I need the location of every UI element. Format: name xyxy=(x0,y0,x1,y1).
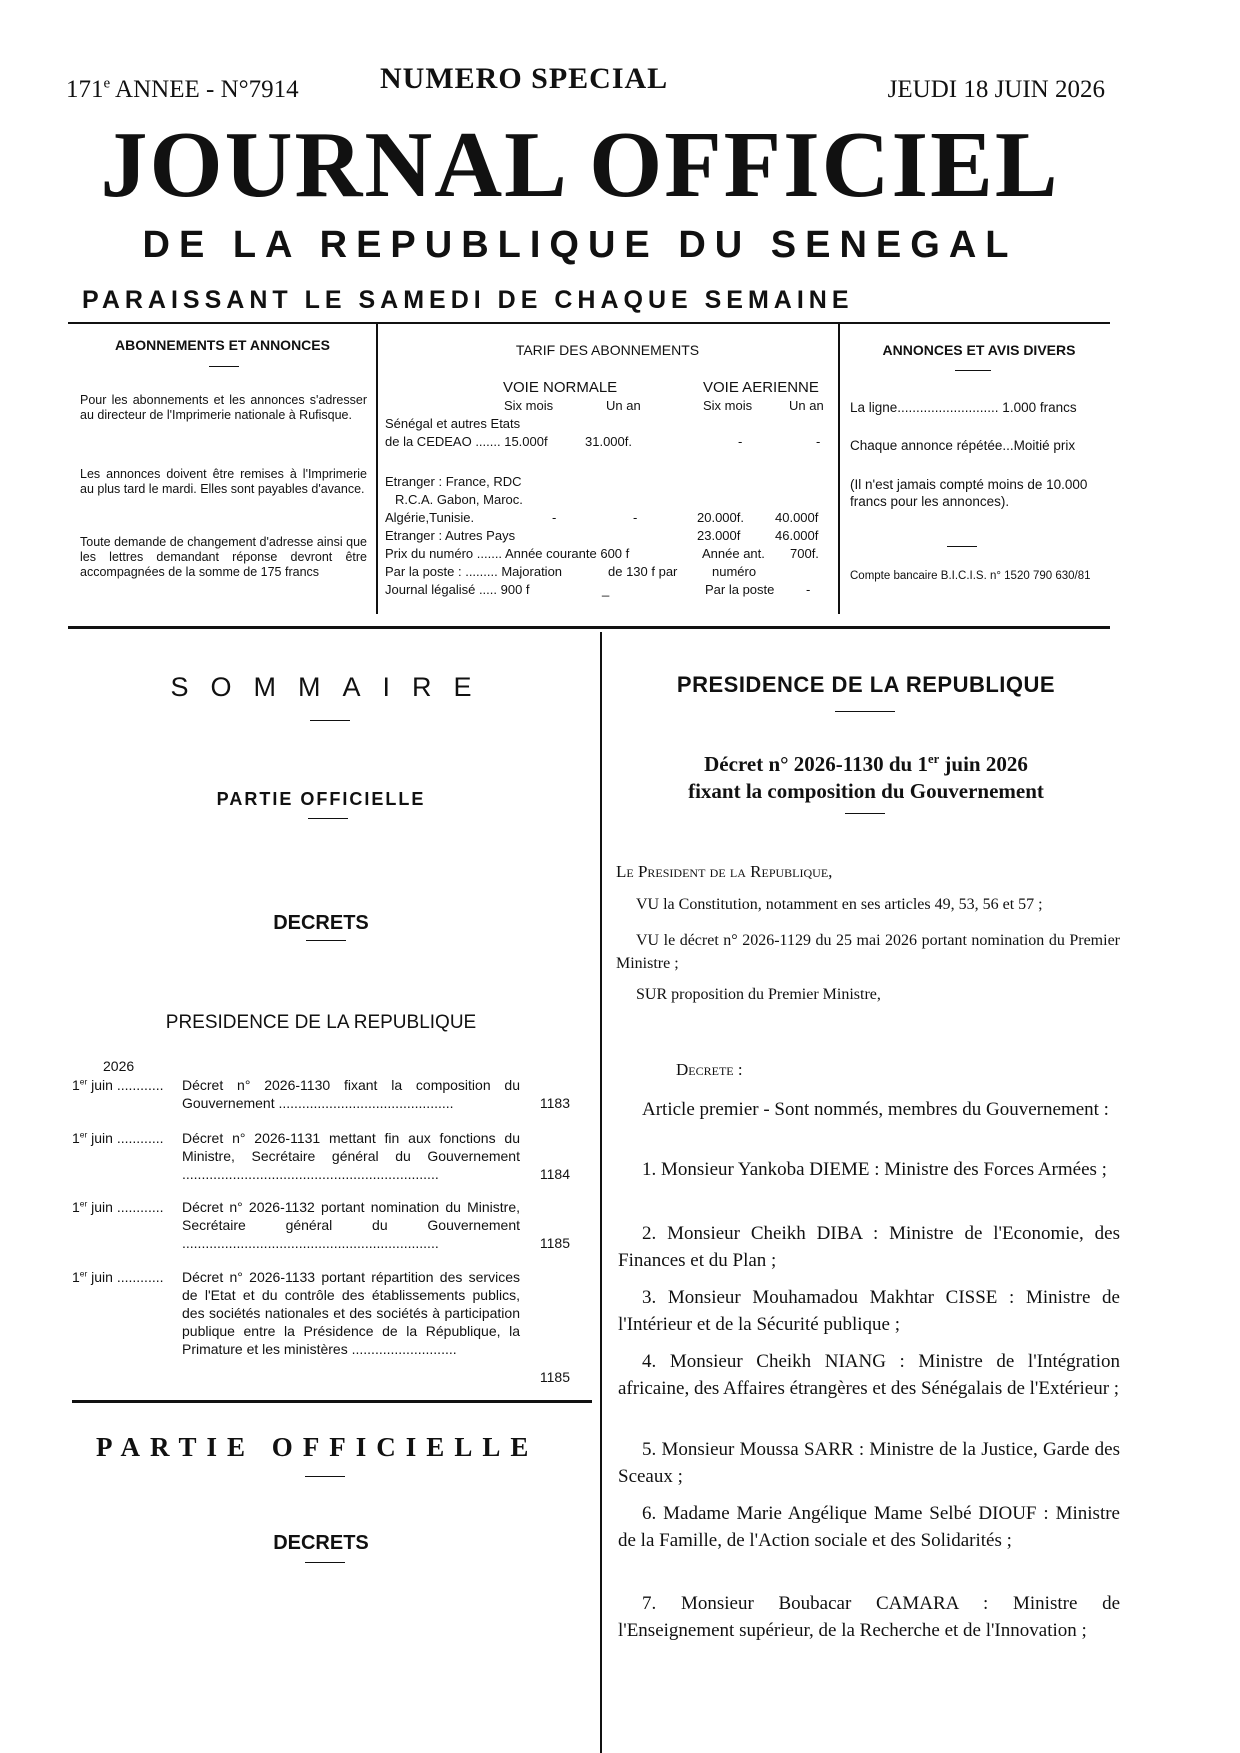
annonces-repetee: Chaque annonce répétée...Moitié prix xyxy=(850,438,1076,453)
sommaire-presidence: PRESIDENCE DE LA REPUBLIQUE xyxy=(165,1012,477,1033)
partie-officielle-rule xyxy=(305,1476,345,1477)
tarif-legalise-poste: Par la poste xyxy=(705,582,775,597)
toc-entry-1133[interactable] xyxy=(72,1268,570,1388)
sommaire-title-rule xyxy=(310,720,350,721)
decree-presidence-rule xyxy=(835,711,895,712)
member-5: 5. Monsieur Moussa SARR : Ministre de la Justice, Garde des Sceaux ; xyxy=(618,1439,1120,1487)
member-1: 1. Monsieur Yankoba DIEME : Ministre des Forces Armées ; xyxy=(642,1159,1107,1180)
tarif-algerie-six: - xyxy=(552,510,557,525)
toc-date: 1er juin ............ xyxy=(72,1129,164,1146)
partie-officielle-title: PARTIE OFFICIELLE xyxy=(96,1432,539,1462)
annonces-compte-bancaire: Compte bancaire B.I.C.I.S. n° 1520 790 630/81 xyxy=(850,570,1091,582)
toc-entry-1132[interactable] xyxy=(72,1198,570,1258)
partie-officielle-decrets: DECRETS xyxy=(273,1532,369,1554)
decree-title-rule xyxy=(845,813,885,814)
decree-presidence-heading: PRESIDENCE DE LA REPUBLIQUE xyxy=(676,672,1056,697)
journal-title: JOURNAL OFFICIEL xyxy=(100,113,1060,217)
tarif-col-un-an-1: Un an xyxy=(606,398,641,413)
toc-entry-text: Décret n° 2026-1131 mettant fin aux fonctions du Ministre, Secrétaire général du Gouvernement .................................................................. xyxy=(182,1130,520,1182)
tarif-row-prix-numero: Prix du numéro ....... Année courante 600 f xyxy=(385,546,630,561)
box-divider-left xyxy=(376,322,378,614)
toc-page-number: 1185 xyxy=(539,1369,570,1385)
sommaire-partie-officielle: PARTIE OFFICIELLE xyxy=(216,789,426,809)
tarif-row-senegal: Sénégal et autres Etats xyxy=(385,416,521,431)
tarif-annee-ant-prix: 700f. xyxy=(790,546,819,561)
tarif-autres-aerien-an: 46.000f xyxy=(775,528,819,543)
tarif-col-six-mois-2: Six mois xyxy=(703,398,753,413)
decree-title: Décret n° 2026-1130 du 1er juin 2026 xyxy=(704,752,1028,776)
toc-page-number: 1183 xyxy=(539,1095,570,1111)
decree-article-premier: Article premier - Sont nommés, membres du Gouvernement : xyxy=(642,1099,1109,1120)
tarif-algerie-aerien-an: 40.000f xyxy=(775,510,819,525)
tarif-annee-ant: Année ant. xyxy=(702,546,765,561)
toc-entry-text: Décret n° 2026-1130 fixant la composition du Gouvernement ............................................. xyxy=(182,1077,520,1111)
member-2: 2. Monsieur Cheikh DIBA : Ministre de l'Economie, des Finances et du Plan ; xyxy=(618,1223,1120,1271)
tarif-legalise-poste-dash: - xyxy=(806,582,811,597)
toc-entry-text: Décret n° 2026-1132 portant nomination du Ministre, Secrétaire général du Gouvernement .................................................................. xyxy=(182,1199,520,1251)
member-3: 3. Monsieur Mouhamadou Makhtar CISSE : Ministre de l'Intérieur et de la Sécurité publique ; xyxy=(618,1287,1120,1335)
sommaire-bottom-rule xyxy=(72,1400,592,1403)
subscriptions-deadline: Les annonces doivent être remises à l'Imprimerie au plus tard le mardi. Elles sont payables d'avance. xyxy=(80,467,367,496)
member-4: 4. Monsieur Cheikh NIANG : Ministre de l'Intégration africaine, des Affaires étrangères et des Sénégalais de l'Extérieur ; xyxy=(618,1351,1120,1399)
tarif-voie-aerienne: VOIE AERIENNE xyxy=(703,379,819,396)
tarif-algerie-aerien-six: 20.000f. xyxy=(697,510,744,525)
partie-officielle-decrets-rule xyxy=(305,1562,345,1563)
tarif-row-poste: Par la poste : ......... Majoration xyxy=(385,564,563,579)
tarif-row-autres-pays: Etranger : Autres Pays xyxy=(385,528,516,543)
edition-label: NUMERO SPECIAL xyxy=(380,62,669,95)
tarif-cedeao-aerien-an: - xyxy=(816,434,821,449)
tarif-row-algerie: Algérie,Tunisie. xyxy=(385,510,475,525)
sommaire-title: SOMMAIRE xyxy=(170,672,494,702)
tarif-cedeao-aerien-six: - xyxy=(738,434,743,449)
issue-date: JEUDI 18 JUIN 2026 xyxy=(887,76,1105,103)
issue-number: 171e ANNEE - N°7914 xyxy=(66,75,299,103)
decree-vu-constitution: VU la Constitution, notamment en ses articles 49, 53, 56 et 57 ; xyxy=(636,896,1043,913)
member-6: 6. Madame Marie Angélique Mame Selbé DIOUF : Ministre de la Famille, de l'Action sociale et des Solidarités ; xyxy=(618,1503,1120,1551)
tarif-row-rca: R.C.A. Gabon, Maroc. xyxy=(395,492,523,507)
sommaire-partie-rule xyxy=(308,818,348,819)
decree-sur-proposition: SUR proposition du Premier Ministre, xyxy=(636,986,881,1003)
tarif-legalise-dash: _ xyxy=(602,582,610,597)
member-7: 7. Monsieur Boubacar CAMARA : Ministre de l'Enseignement supérieur, de la Recherche et de l'Innovation ; xyxy=(618,1593,1120,1641)
annonces-minimum: (Il n'est jamais compté moins de 10.000 francs pour les annonces). xyxy=(850,477,1088,509)
header-box-top-rule xyxy=(68,322,1110,324)
annonces-separator xyxy=(947,546,977,547)
toc-page-number: 1184 xyxy=(539,1166,570,1182)
journal-subtitle: DE LA REPUBLIQUE DU SENEGAL xyxy=(142,224,1018,266)
toc-date: 1er juin ............ xyxy=(72,1268,164,1285)
sommaire-year: 2026 xyxy=(103,1058,135,1074)
decree-title-line2: fixant la composition du Gouvernement xyxy=(688,779,1044,803)
toc-date: 1er juin ............ xyxy=(72,1198,164,1215)
subscriptions-title: ABONNEMENTS ET ANNONCES xyxy=(115,337,330,353)
decree-president-line: Le President de la Republique, xyxy=(616,862,833,881)
sommaire-decrets: DECRETS xyxy=(273,912,369,934)
tarif-poste-numero: numéro xyxy=(712,564,757,579)
subscriptions-title-rule xyxy=(209,366,239,367)
toc-entry-1130[interactable] xyxy=(72,1076,570,1116)
tarif-voie-normale: VOIE NORMALE xyxy=(503,379,618,396)
tarif-poste-majoration: de 130 f par xyxy=(608,564,678,579)
annonces-title-rule xyxy=(955,370,991,371)
sommaire-decrets-rule xyxy=(306,940,346,941)
decree-decrete: Decrete : xyxy=(676,1060,743,1079)
toc-page-number: 1185 xyxy=(539,1235,570,1251)
annonces-ligne: La ligne........................... 1.000 francs xyxy=(850,400,1077,415)
tarif-title: TARIF DES ABONNEMENTS xyxy=(515,342,700,358)
tarif-row-legalise: Journal légalisé ..... 900 f xyxy=(385,582,530,597)
toc-date: 1er juin ............ xyxy=(72,1076,164,1093)
header-box-bottom-rule xyxy=(68,626,1110,629)
tarif-algerie-an: - xyxy=(633,510,638,525)
decree-vu-decret: VU le décret n° 2026-1129 du 25 mai 2026 portant nomination du Premier Ministre ; xyxy=(616,932,1120,972)
subscriptions-address: Pour les abonnements et les annonces s'adresser au directeur de l'Imprimerie nationale à Rufisque. xyxy=(80,393,367,422)
annonces-title: ANNONCES ET AVIS DIVERS xyxy=(882,342,1076,358)
tarif-row-france: Etranger : France, RDC xyxy=(385,474,522,489)
tarif-autres-aerien-six: 23.000f xyxy=(697,528,741,543)
tarif-col-six-mois-1: Six mois xyxy=(504,398,554,413)
toc-entry-1131[interactable] xyxy=(72,1129,570,1189)
tarif-col-un-an-2: Un an xyxy=(789,398,824,413)
tarif-row-cedeao: de la CEDEAO ....... 15.000f xyxy=(385,434,548,449)
toc-entry-text: Décret n° 2026-1133 portant répartition des services de l'Etat et du contrôle des établissements publics, des sociétés nationales et des sociétés à participation publique entre la Présidence de la République, la Primature et les ministères ........................... xyxy=(182,1269,520,1357)
tarif-cedeao-un-an: 31.000f. xyxy=(585,434,632,449)
subscriptions-address-change: Toute demande de changement d'adresse ainsi que les lettres demandant réponse devront être accompagnées de la somme de 175 francs xyxy=(80,535,367,579)
publication-frequency: PARAISSANT LE SAMEDI DE CHAQUE SEMAINE xyxy=(82,286,854,314)
column-divider xyxy=(600,632,602,1753)
box-divider-right xyxy=(838,322,840,614)
